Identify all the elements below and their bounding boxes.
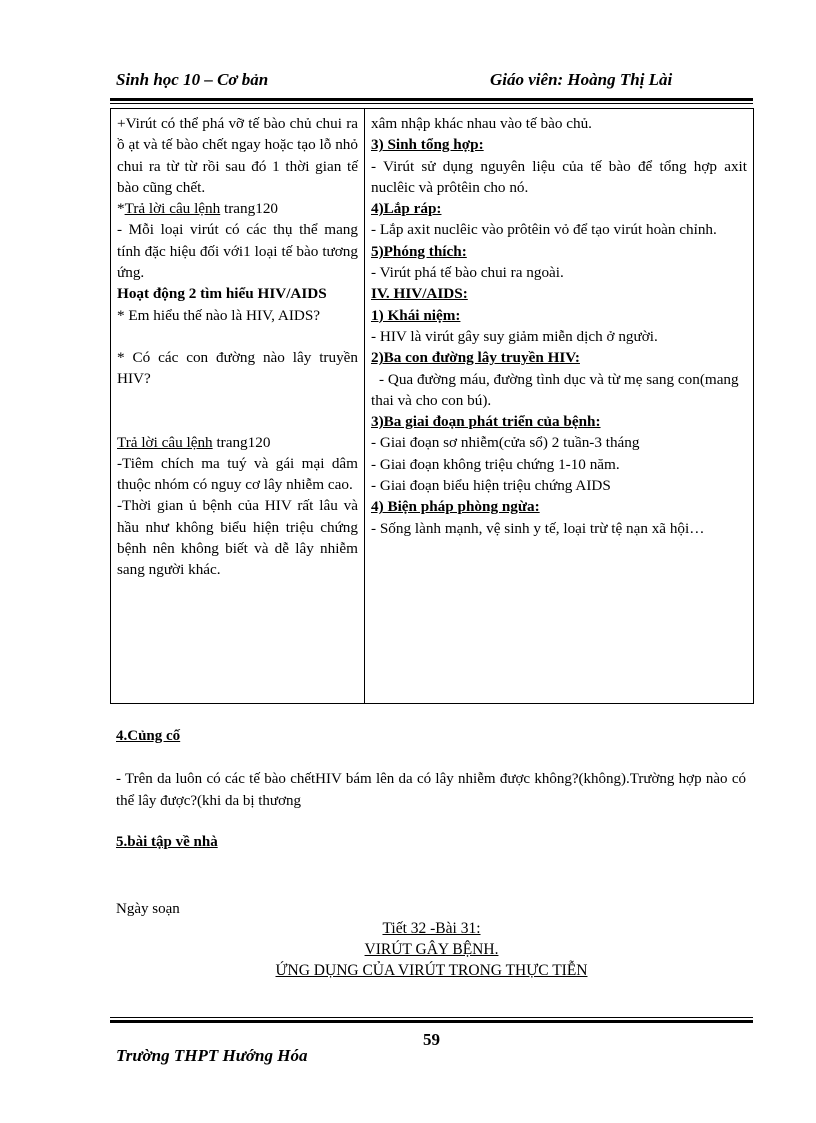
right-r-iv3c: - Giai đoạn biểu hiện triệu chứng AIDS xyxy=(371,477,611,495)
activity-title: Hoạt động 2 tìm hiểu HIV/AIDS xyxy=(117,285,327,303)
header-teacher: Giáo viên: Hoàng Thị Lài xyxy=(490,70,673,89)
left-p3: - Mỗi loại virút có các thụ thể mang tính đặc hiệu đối với1 loại tế bào tương ứng. xyxy=(117,221,358,282)
right-column xyxy=(365,109,754,704)
left-p2-link: Trả lời câu lệnh xyxy=(124,200,221,218)
header-subject: Sinh học 10 – Cơ bản xyxy=(116,70,269,89)
heading-release: 5)Phóng thích: xyxy=(371,242,467,260)
left-p2-suffix: trang120 xyxy=(220,200,279,218)
heading-assembly: 4)Lắp ráp: xyxy=(371,200,442,218)
right-r1: xâm nhập khác nhau vào tế bào chủ. xyxy=(371,115,592,132)
right-r4: - Lắp axit nuclêic vào prôtêin vỏ để tạo virút hoàn chỉnh. xyxy=(371,221,717,239)
question-2: * Có các con đường nào lây truyền HIV? xyxy=(117,348,358,388)
right-r-iv2: - Qua đường máu, đường tình dục và từ mẹ sang con(mang thai và cho con bú). xyxy=(371,370,739,409)
heading-concept: 1) Khái niệm: xyxy=(371,306,461,324)
left-p4-link: Trả lời câu lệnh xyxy=(117,433,213,451)
left-column xyxy=(111,109,365,704)
left-p4-suffix: trang120 xyxy=(212,433,271,451)
heading-hiv-aids: IV. HIV/AIDS: xyxy=(371,285,468,303)
heading-synthesis: 3) Sinh tổng hợp: xyxy=(371,136,484,154)
section-5-title: 5.bài tập về nhà xyxy=(116,834,218,850)
left-p2 xyxy=(117,198,358,219)
next-lesson-line-1: Tiết 32 -Bài 31: xyxy=(382,920,481,937)
left-p6: -Thời gian ủ bệnh của HIV rất lâu và hầu như không biểu hiện triệu chứng bệnh nên không biết và dễ lây nhiễm sang người khác. xyxy=(117,497,358,579)
header-rule-thin xyxy=(110,103,753,104)
right-r-iv3b: - Giai đoạn không triệu chứng 1-10 năm. xyxy=(371,455,620,473)
lesson-table xyxy=(110,108,754,704)
heading-transmission: 2)Ba con đường lây truyền HIV: xyxy=(371,349,580,367)
page-number: 59 xyxy=(423,1030,440,1049)
footer-rule-thin xyxy=(110,1017,753,1018)
right-r-iv1: - HIV là virút gây suy giảm miễn dịch ở người. xyxy=(371,327,658,345)
right-r-iv3a: - Giai đoạn sơ nhiễm(cửa sổ) 2 tuần-3 tháng xyxy=(371,434,640,452)
left-p4 xyxy=(117,432,358,453)
section-4-text: - Trên da luôn có các tế bào chếtHIV bám lên da có lây nhiễm được không?(không).Trường hợp nào có thể lây được?(khi da bị thương xyxy=(116,771,746,809)
header-rule-thick xyxy=(110,98,753,101)
footer-school: Trường THPT Hướng Hóa xyxy=(116,1046,308,1065)
heading-stages: 3)Ba giai đoạn phát triển của bệnh: xyxy=(371,413,601,431)
question-1: * Em hiểu thế nào là HIV, AIDS? xyxy=(117,306,321,324)
next-lesson-line-2: VIRÚT GÂY BỆNH. xyxy=(364,941,499,958)
right-r5: - Virút phá tế bào chui ra ngoài. xyxy=(371,264,564,282)
right-r-iv4: - Sống lành mạnh, vệ sinh y tế, loại trừ tệ nạn xã hội… xyxy=(371,519,705,537)
left-p5: -Tiêm chích ma tuý và gái mại dâm thuộc nhóm có nguy cơ lây nhiễm cao. xyxy=(117,454,358,494)
left-p1: +Virút có thể phá vỡ tế bào chủ chui ra ồ ạt và tế bào chết ngay hoặc tạo lỗ nhỏ chui ra từ từ rồi sau đó 1 thời gian tế bào cũng chết. xyxy=(117,115,358,196)
heading-prevention: 4) Biện pháp phòng ngừa: xyxy=(371,498,540,516)
right-r3: - Virút sử dụng nguyên liệu của tế bào để tổng hợp axit nuclêic và prôtêin cho nó. xyxy=(371,157,747,196)
next-lesson-line-3: ỨNG DỤNG CỦA VIRÚT TRONG THỰC TIỄN xyxy=(275,962,588,979)
section-4-title: 4.Củng cố xyxy=(116,728,181,744)
footer-rule-thick xyxy=(110,1020,753,1023)
date-label: Ngày soạn xyxy=(116,901,180,917)
left-p2-prefix: * xyxy=(117,200,125,218)
